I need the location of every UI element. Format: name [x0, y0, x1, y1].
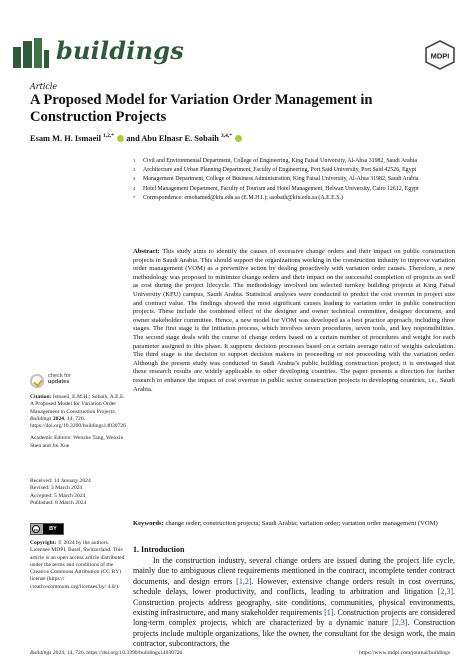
date-revised: Revised: 3 March 2024	[30, 485, 83, 492]
copyright-label: Copyright:	[30, 540, 57, 546]
check-updates-line2: updates	[48, 379, 70, 386]
keywords-label: Keywords:	[133, 520, 164, 527]
citation-volume: 14	[66, 415, 73, 422]
check-icon	[30, 374, 44, 388]
svg-text:MDPI: MDPI	[430, 51, 450, 61]
abstract-text: This study aims to identify the causes of excessive change orders and their impact on public construction projects in Saudi Arabia. This should support the organizations working in the construction industry to improve variation order management (VOM) as a preventive action by dealing proactively with variation order causes. Therefore, a new methodology was proposed to minimize change orders and their impact on the successful completion of projects as well as cost during the project lifecycle. The methodology involved ten selected turnkey building projects at King Faisal University (KFU) campus, Saudi Arabia. Statistical analyses were conducted to predict the cost overrun in project size and contract value. The findings showed the most significant causes leading to variation order in public construction projects. These include the combined effect of the designer and owner technical committee, designer document, and owner stakeholder committee. Hence, a new model for VOM was developed as a best practice approach, including three stages. The first stage is the initiation process, which involves seven procedures, seven tools, and key responsibilities. The second stage deals with the course of change orders based on a certain number of procedures and weight for each parameter assigned to this phase. It supports decision processes based on a certain average ratio of weights calculation. The third stage is the decision to support decision makers in proceeding or not proceeding with the variation order. Although the present study was conducted in Saudi Arabia’s public building construction project, it is envisaged that these research results are widely applicable to other developing countries. The paper presents a direction for further research to enhance the impact of cost overrun in public sector construction projects in developing countries, i.e., Saudi Arabia.	[133, 248, 455, 393]
journal-masthead	[12, 36, 462, 70]
keywords	[133, 520, 455, 529]
by-icon: BY	[43, 524, 63, 534]
citation-link[interactable]: [1,2]	[236, 576, 252, 586]
copyright-text: © 2024 by the authors. Licensee MDPI, Basel, Switzerland. This article is an open access article distributed under the terms and conditions of the Creative Commons Attribution (CC BY) license (https:// creativecommons.org/licenses/by/ 4.0/).	[30, 540, 125, 590]
cc-icon: cc	[33, 527, 39, 532]
date-accepted: Accepted: 5 March 2024	[30, 492, 86, 499]
cc-by-license-icon[interactable]	[30, 523, 64, 535]
article-type: Article	[30, 82, 58, 91]
dates-block	[30, 478, 125, 507]
abstract	[133, 248, 455, 394]
page-footer	[30, 650, 450, 656]
orcid-icon[interactable]	[117, 135, 124, 142]
orcid-icon[interactable]	[235, 135, 242, 142]
citation-year: 2024	[52, 415, 65, 422]
date-received: Received: 14 January 2024	[30, 478, 91, 484]
author-list	[30, 133, 242, 143]
date-published: Published: 8 March 2024	[30, 499, 87, 506]
introduction-paragraph: In the construction industry, several change orders are issued during the project life cycle, mainly due to ambiguous client requirements mentioned in the contract, incomplete tender contract documents, and design errors [1,2]. However, extensive change orders result in cost overruns, schedule delays, lower productivity, and conflicts, leading to arbitration and litigation [2,3]. Construction projects address geography, site conditions, communities, physical environments, existing infrastructure, and many stakeholder requirements [1]. Construction projects are considered long-term complex projects, which are characterized by a dynamic nature [2,3]. Construction projects include multiple organizations, like the owner, the consultant for the design work, the main contractor, subcontractors, the	[133, 556, 455, 649]
article-title: A Proposed Model for Variation Order Management in Construction Projects	[30, 92, 373, 125]
academic-editors: Academic Editors: Wenzhe Tang, Wenxin Shen and Jin Xue	[30, 435, 124, 449]
author-affiliation-marks: 1,2,*	[103, 133, 115, 139]
journal-name: buildings	[56, 36, 184, 65]
affiliation-item: 3 Management Department, College of Business Administration, King Faisal University, Al-Ahsa 31982, Saudi Arabia	[133, 176, 419, 183]
affiliation-item: 4 Hotel Management Department, Faculty of Tourism and Hotel Management, Helwan University, Cairo 12612, Egypt	[133, 185, 419, 192]
citation-link[interactable]: [1]	[324, 608, 334, 618]
citation-label: Citation:	[30, 394, 52, 400]
check-for-updates-button[interactable]	[30, 373, 100, 391]
correspondence: * Correspondence: emohamed@kfu.edu.sa (E.M.H.I.); asobaih@kfu.edu.sa (A.E.E.S.)	[133, 194, 343, 201]
abstract-label: Abstract:	[133, 248, 160, 255]
citation-block: Citation: Ismaeil, E.M.H.; Sobaih, A.E.E. A Proposed Model for Variation Order Management in Construction Projects. Buildings 2024, 14, 726. https://doi.org/10.3390/buildings14030726 Academic Editors: Wenzhe Tang, Wenxin Shen and Jin Xue	[30, 394, 126, 449]
footer-journal-url[interactable]: https://www.mdpi.com/journal/buildings	[359, 650, 450, 656]
footer-citation: Buildings 2024, 14, 726. https://doi.org/10.3390/buildings14030726	[30, 650, 183, 656]
author-name: Esam M. H. Ismaeil	[30, 133, 101, 143]
citation-link[interactable]: [2,3]	[437, 587, 453, 597]
citation-link[interactable]: [2,3]	[392, 618, 408, 628]
check-updates-line1: check for	[48, 373, 71, 379]
affiliation-item: 2 Architecture and Urban Planning Department, Faculty of Engineering, Port Said University, Port Said 42526, Egypt	[133, 167, 417, 174]
citation-doi[interactable]: , 726. https://doi.org/10.3390/buildings14030726	[30, 415, 126, 430]
citation-journal: Buildings	[30, 415, 52, 422]
copyright-block	[30, 540, 125, 591]
author-name: and Abu Elnasr E. Sobaih	[126, 133, 219, 143]
author-affiliation-marks: 3,4,*	[221, 133, 233, 139]
buildings-logo-icon	[12, 38, 50, 68]
keywords-text: change order; construction projects; Saudi Arabia; variation order; variation order management (VOM)	[165, 520, 438, 527]
affiliation-item: 1 Civil and Environmental Department, College of Engineering, King Faisal University, Al-Ahsa 31982, Saudi Arabia	[133, 158, 417, 164]
citation-text: Ismaeil, E.M.H.; Sobaih, A.E.E. A Proposed Model for Variation Order Management in Construction Projects.	[30, 394, 125, 415]
affiliations	[133, 158, 463, 204]
mdpi-logo-icon	[424, 40, 456, 70]
section-heading: 1. Introduction	[133, 545, 185, 554]
